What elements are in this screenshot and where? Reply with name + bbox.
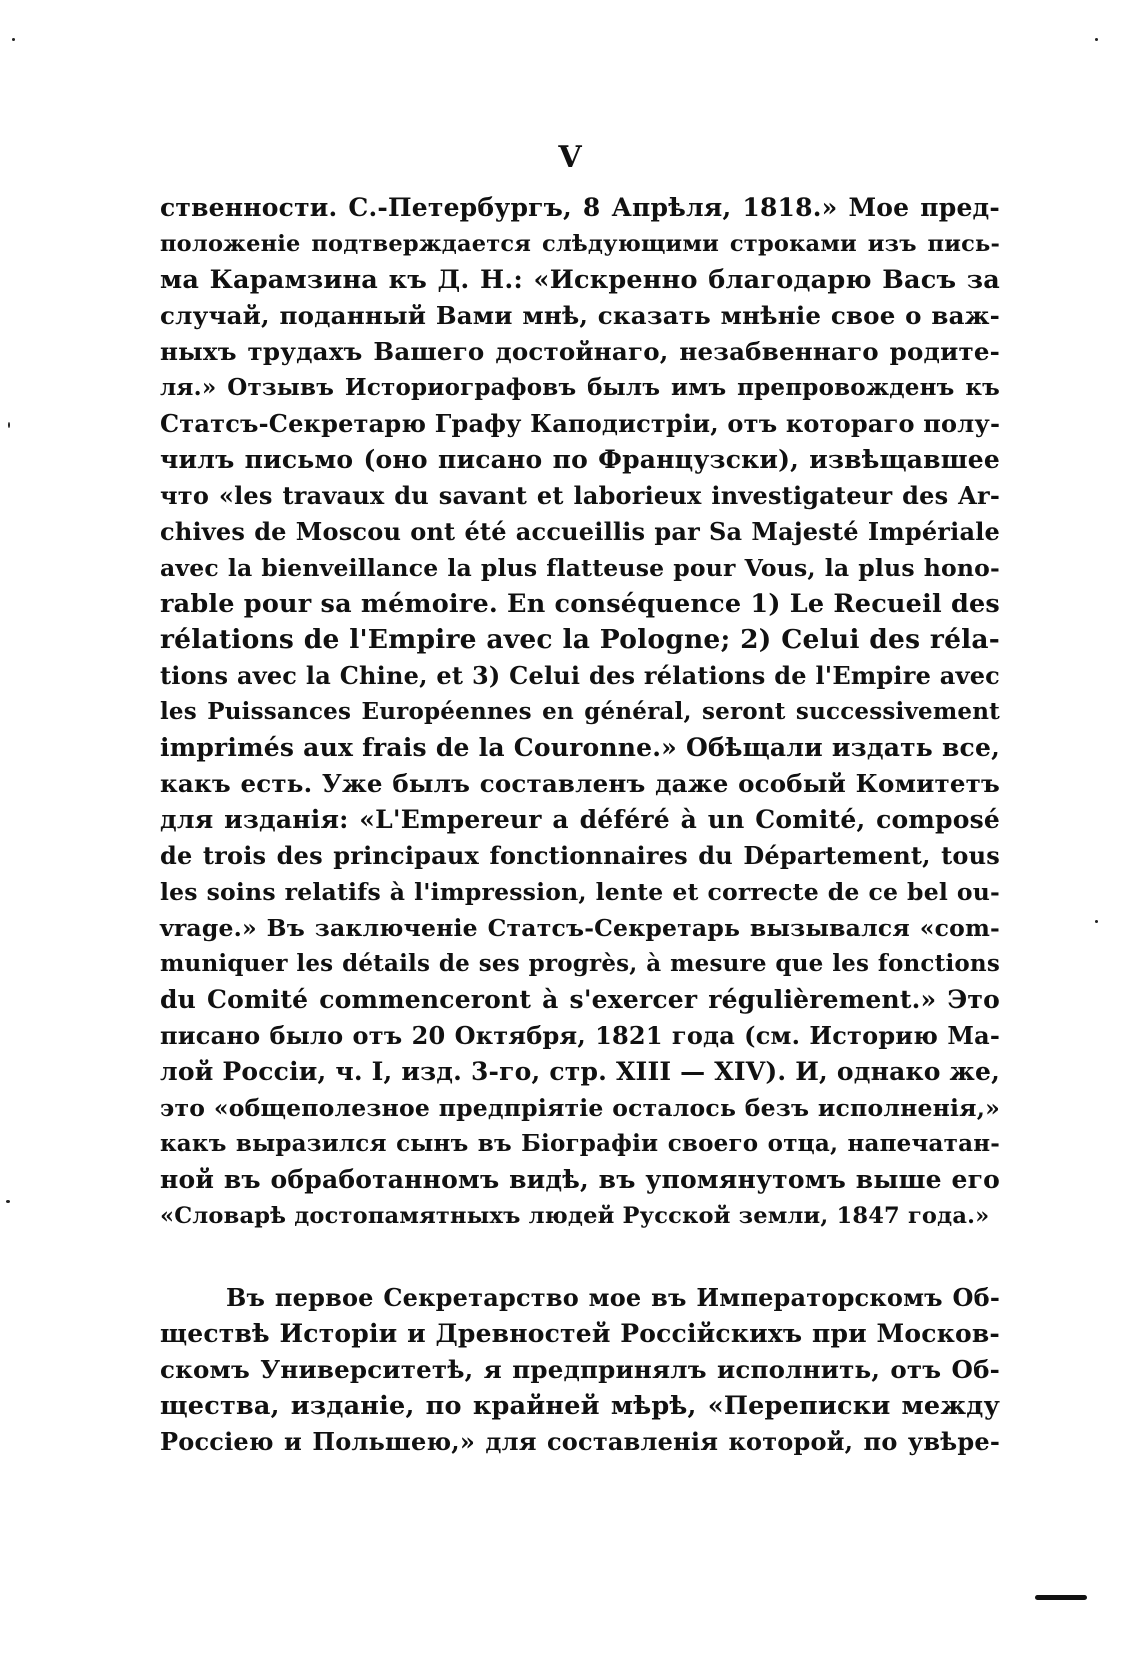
text-line: положеніе подтверждается слѣдующими строками изъ пись- <box>160 231 1000 257</box>
text-line: «Словарѣ достопамятныхъ людей Русской земли, 1847 года.» <box>160 1203 990 1229</box>
text-line: de trois des principaux fonctionnaires du Département, tous <box>160 841 1000 870</box>
text-line: vrage.» Въ заключеніе Статсъ-Секретарь вызывался «com- <box>160 914 1000 942</box>
text-line: скомъ Университетѣ, я предпринялъ исполнить, отъ Об- <box>160 1355 1000 1384</box>
text-line: rable pour sa mémoire. En conséquence 1) Le Recueil des <box>160 589 1000 619</box>
text-line: какъ выразился сынъ въ Біографіи своего отца, напечатан- <box>160 1130 1000 1157</box>
paragraph-2 <box>160 1280 1000 1460</box>
text-line: ществѣ Исторіи и Древностей Россійскихъ при Москов- <box>160 1319 1000 1348</box>
scan-speck <box>1095 38 1098 41</box>
text-line: это «общеполезное предпріятіе осталось безъ исполненія,» <box>160 1094 1000 1122</box>
text-line: лой Россіи, ч. I, изд. 3-го, стр. XIII — XIV). И, однако же, <box>160 1057 1000 1086</box>
text-line: du Comité commenceront à s'exercer régulièrement.» Это <box>160 985 1000 1014</box>
text-line: для изданія: «L'Empereur a déféré à un Comité, composé <box>160 805 1000 834</box>
text-line: Статсъ-Секретарю Графу Каподистріи, отъ котораго полу- <box>160 409 1001 438</box>
text-line: ныхъ трудахъ Вашего достойнаго, незабвеннаго родите- <box>160 337 1000 366</box>
scan-speck <box>6 1200 10 1203</box>
scan-speck <box>8 422 10 428</box>
text-line: писано было отъ 20 Октября, 1821 года (см. Историю Ма- <box>160 1021 1000 1050</box>
text-line: muniquer les détails de ses progrès, à mesure que les fonctions <box>160 950 1000 977</box>
text-line: случай, поданный Вами мнѣ, сказать мнѣніе свое о важ- <box>160 301 1000 330</box>
text-line: les Puissances Européennes en général, seront successivement <box>160 698 1000 725</box>
text-line: rélations de l'Empire avec la Pologne; 2) Celui des réla- <box>160 624 1000 655</box>
text-line: что «les travaux du savant et laborieux investigateur des Ar- <box>160 481 1000 510</box>
text-line: ственности. С.-Петербургъ, 8 Апрѣля, 1818.» Мое пред- <box>160 193 1000 222</box>
text-line: chives de Moscou ont été accueillis par Sa Majesté Impériale <box>160 517 1000 546</box>
text-line: tions avec la Chine, et 3) Celui des rélations de l'Empire avec <box>160 661 1000 690</box>
paragraph-1 <box>160 190 1000 1234</box>
text-line: imprimés aux frais de la Couronne.» Обѣщали издать все, <box>160 733 1000 762</box>
text-line: Въ первое Секретарство мое въ Императорскомъ Об- <box>226 1283 1000 1312</box>
text-line: ля.» Отзывъ Историографовъ былъ имъ препровожденъ къ <box>160 374 1000 401</box>
text-line: avec la bienveillance la plus flatteuse pour Vous, la plus hono- <box>160 554 1000 582</box>
text-line: щества, изданіе, по крайней мѣрѣ, «Переписки между <box>160 1391 1000 1421</box>
decorative-dash <box>1035 1595 1087 1600</box>
text-line: какъ есть. Уже былъ составленъ даже особый Комитетъ <box>160 769 1000 798</box>
text-line: ма Карамзина къ Д. Н.: «Искренно благодарю Васъ за <box>160 265 1000 295</box>
scan-speck <box>1095 920 1098 923</box>
text-line: ной въ обработанномъ видѣ, въ упомянутомъ выше его <box>160 1165 1000 1194</box>
text-line: Россіею и Польшею,» для составленія которой, по увѣре- <box>160 1427 1000 1456</box>
scan-speck <box>12 38 15 41</box>
page-number: V <box>558 140 582 175</box>
text-line: les soins relatifs à l'impression, lente et correcte de ce bel ou- <box>160 878 1000 906</box>
text-line: чилъ письмо (оно писано по Французски), извѣщавшее <box>160 445 1000 474</box>
